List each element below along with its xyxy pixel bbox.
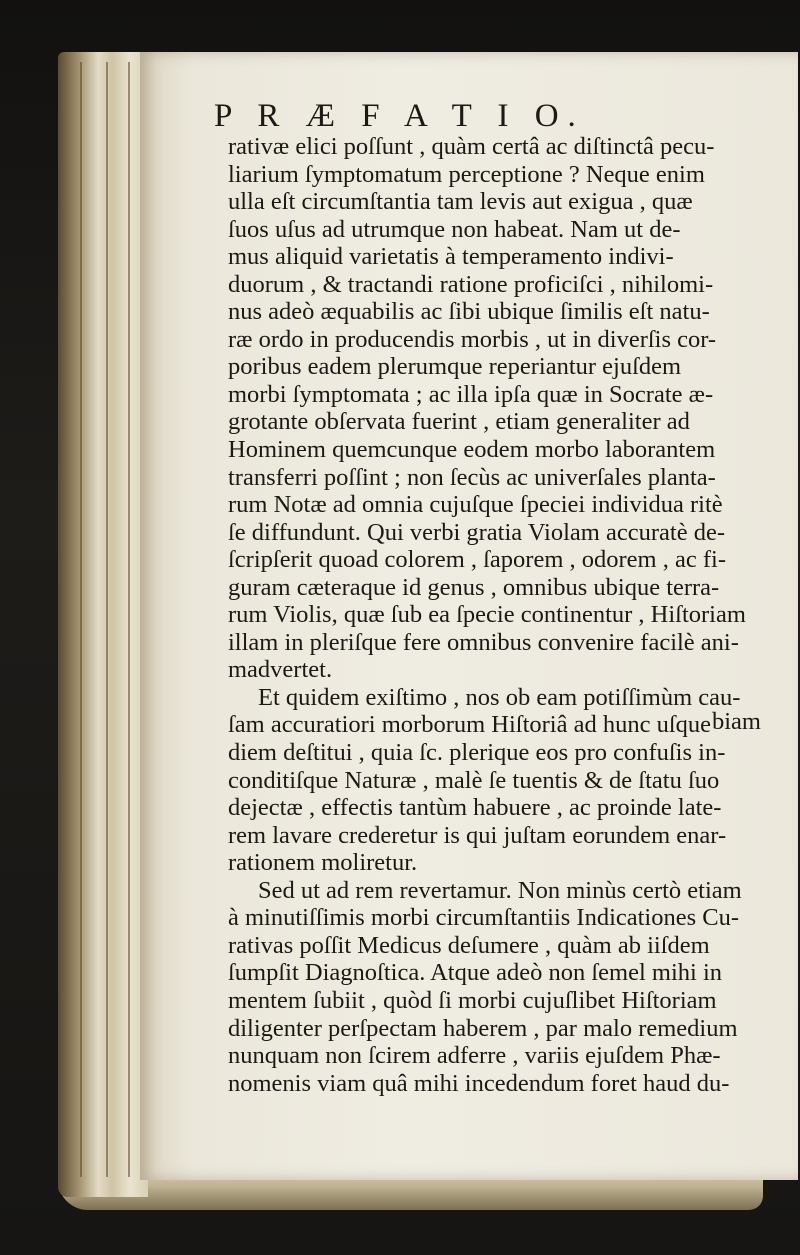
text-line: mus aliquid varietatis à temperamento indivi- <box>228 243 674 271</box>
text-line: conditiſque Naturæ , malè ſe tuentis & de ſtatu ſuo <box>228 766 720 794</box>
text-line: à minutiſſimis morbi circumſtantiis Indicationes Cu- <box>228 904 740 932</box>
body-text <box>228 133 798 1097</box>
text-line: ſuos uſus ad utrumque non habeat. Nam ut de- <box>228 215 681 243</box>
text-line: ræ ordo in producendis morbis , ut in diverſis cor- <box>228 325 717 353</box>
text-line: nunquam non ſcirem adferre , variis ejuſdem Phæ- <box>228 1042 721 1070</box>
page-edge-line <box>106 62 108 1177</box>
text-line: guram cæteraque id genus , omnibus ubique terra- <box>228 573 720 601</box>
page-edge-line <box>80 62 82 1177</box>
text-line: poribus eadem plerumque reperiantur ejuſdem <box>228 353 682 381</box>
text-line: ſe diffundunt. Qui verbi gratia Violam accuratè de- <box>228 518 725 546</box>
catchword: biam <box>712 708 761 735</box>
text-line: rem lavare crederetur is qui juſtam eorundem enar- <box>228 821 727 849</box>
text-line: ſumpſit Diagnoſtica. Atque adeò non ſemel mihi in <box>228 959 722 987</box>
text-line: Sed ut ad rem revertamur. Non minùs certò etiam <box>258 876 742 904</box>
text-line: nomenis viam quâ mihi incedendum foret haud du- <box>228 1069 730 1097</box>
page-edge-line <box>128 62 130 1177</box>
text-line: ſcripſerit quoad colorem , ſaporem , odorem , ac fi- <box>228 546 726 574</box>
text-line: grotante obſervata fuerint , etiam generaliter ad <box>228 408 690 436</box>
text-line: mentem ſubiit , quòd ſi morbi cujuſlibet Hiſtoriam <box>228 986 717 1014</box>
text-line: transferri poſſint ; non ſecùs ac univerſales planta- <box>228 463 716 491</box>
text-line: rum Notæ ad omnia cujuſque ſpeciei individua ritè <box>228 491 723 519</box>
text-line: Hominem quemcunque eodem morbo laborantem <box>228 436 716 464</box>
text-line: rativæ elici poſſunt , quàm certâ ac diſtinctâ pecu- <box>228 133 715 160</box>
text-line: duorum , & tractandi ratione proficiſci , nihilomi- <box>228 270 714 298</box>
text-line: dejectæ , effectis tantùm habuere , ac proinde late- <box>228 794 722 822</box>
text-line: ulla eſt circumſtantia tam levis aut exigua , quæ <box>228 188 693 216</box>
text-line: rativas poſſit Medicus deſumere , quàm ab iiſdem <box>228 931 710 959</box>
text-line: morbi ſymptomata ; ac illa ipſa quæ in Socrate æ- <box>228 380 714 408</box>
running-head: P R Æ F A T I O. <box>214 98 585 134</box>
text-line: ſam accuratiori morborum Hiſtoriâ ad hunc uſque <box>228 711 712 739</box>
text-line: diligenter perſpectam haberem , par malo remedium <box>228 1014 738 1042</box>
text-line: liarium ſymptomatum perceptione ? Neque enim <box>228 160 705 188</box>
text-line: diem deſtitui , quia ſc. plerique eos pro confuſis in- <box>228 739 726 767</box>
text-line: rationem moliretur. <box>228 849 418 877</box>
text-line: illam in pleriſque fere omnibus convenire facilè ani- <box>228 628 739 656</box>
text-line: rum Violis, quæ ſub ea ſpecie continentur , Hiſtoriam <box>228 601 746 629</box>
text-line: Et quidem exiſtimo , nos ob eam potiſſimùm cau- <box>258 683 741 711</box>
text-line: nus adeò æquabilis ac ſibi ubique ſimilis eſt natu- <box>228 298 710 326</box>
book-fore-edge <box>58 52 148 1197</box>
text-line: madvertet. <box>228 656 333 684</box>
